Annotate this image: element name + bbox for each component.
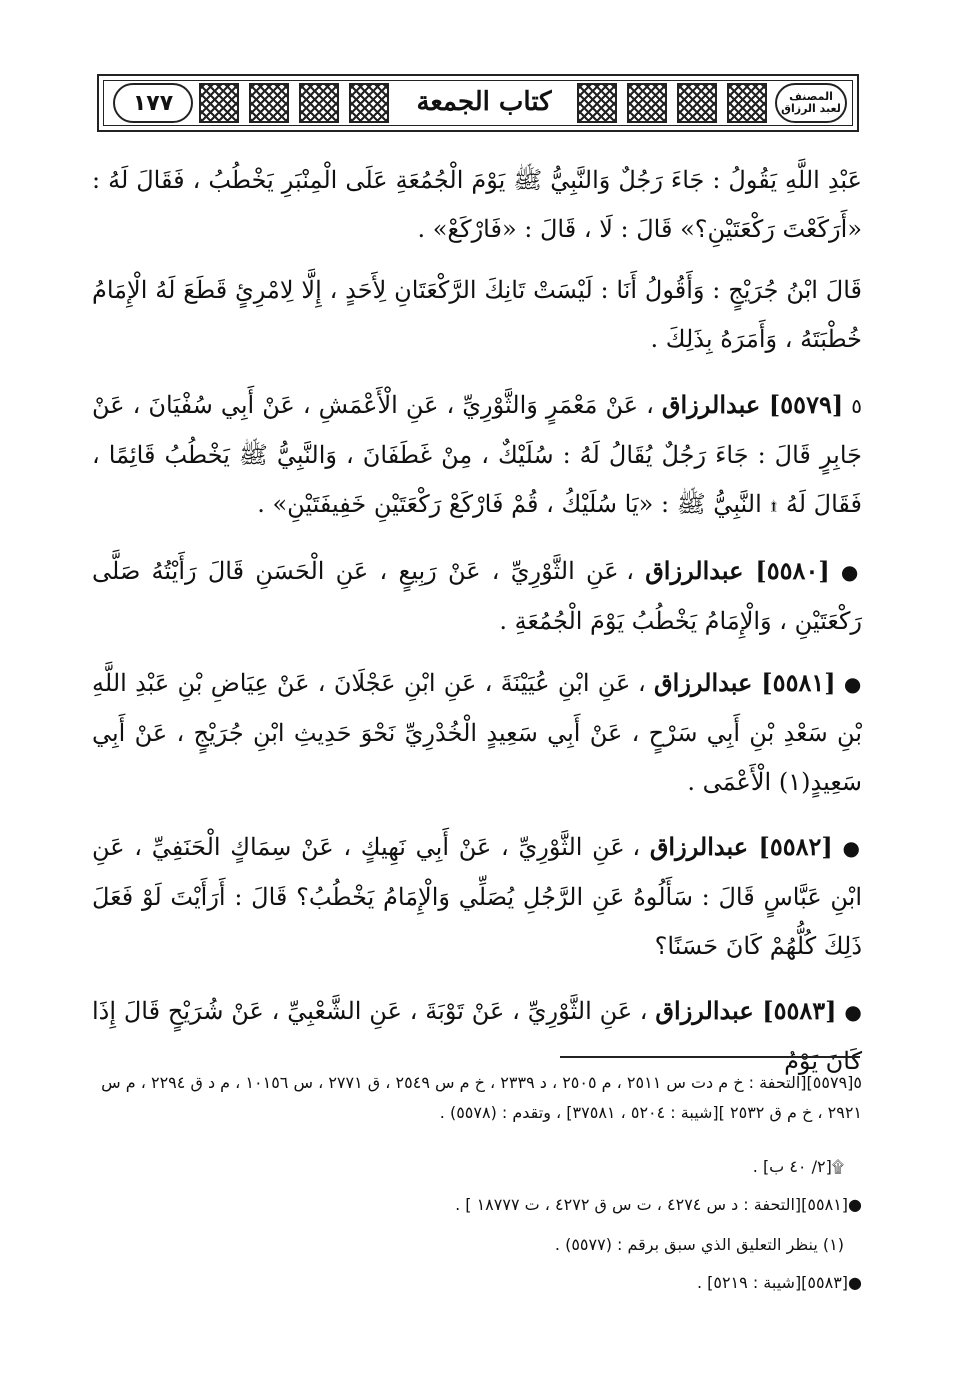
ornament-icon bbox=[199, 83, 239, 123]
ornament-icon bbox=[727, 83, 767, 123]
ornament-icon bbox=[577, 83, 617, 123]
ornament-icon bbox=[249, 83, 289, 123]
hadith-reference: [٥٥٨٣] عبدالرزاق bbox=[655, 996, 837, 1025]
entry-marker: ● bbox=[843, 672, 862, 696]
hadith-reference: [٥٥٨٢] عبدالرزاق bbox=[649, 832, 833, 861]
hadith-text: ، عَنِ الثَّوْرِيِّ ، عَنْ أَبِي نَهِيكٍ ، عَنْ سِمَاكٍ الْحَنَفِيِّ ، عَنِ ابْنِ عَبَّاسٍ قَالَ : سَأَلُوهُ عَنِ الرَّجُلِ يُصَلِّي وَالْإِمَامُ يَخْطُبُ؟ قَالَ : أَرَأَيْتَ لَوْ فَعَلَ ذَلِكَ كُلُّهُمْ كَانَ حَسَنًا؟ bbox=[92, 833, 862, 960]
ornament-icon bbox=[677, 83, 717, 123]
paragraph-text: قَالَ ابْنُ جُرَيْجٍ : وَأَقُولُ أَنَا : لَيْسَتْ تَانِكَ الرَّكْعَتَانِ لِأَحَدٍ ، إِلَّا لِامْرِئٍ قَطَعَ لَهُ الْإِمَامُ خُطْبَتَهُ ، وَأَمَرَهُ بِذَلِكَ . bbox=[92, 276, 862, 353]
text-paragraph bbox=[92, 156, 862, 254]
hadith-text: ، عَنِ الثَّوْرِيِّ ، عَنْ رَبِيعٍ ، عَنِ الْحَسَنِ قَالَ رَأَيْتُهُ صَلَّى رَكْعَتَيْنِ ، وَالْإِمَامُ يَخْطُبُ يَوْمَ الْجُمُعَةِ . bbox=[92, 557, 862, 635]
ornament-icon bbox=[349, 83, 389, 123]
footnote: ٥[٥٥٧٩][التحفة : خ م دت س ٢٥١١ ، م ٢٥٠٥ ، د ٢٣٣٩ ، خ م س ٢٥٤٩ ، ق ٢٧٧١ ، س ١٠١٥٦ ، م د ق ٢٢٩٤ ، م س ٢٩٢١ ، خ م ق ٢٥٣٢ ][شيبة : ٥٢٠٤ ، ٣٧٥٨١] ، وتقدم : (٥٥٧٨) . bbox=[101, 1073, 862, 1122]
hadith-entry bbox=[92, 822, 862, 971]
book-title: كتاب الجمعة bbox=[416, 87, 552, 117]
hadith-reference: [٥٥٧٩] عبدالرزاق bbox=[661, 390, 844, 419]
hadith-text: ، عَنِ ابْنِ عُيَيْنَةَ ، عَنِ ابْنِ عَجْلَانَ ، عَنْ عِيَاضِ بْنِ عَبْدِ اللَّهِ بْنِ سَعْدِ بْنِ أَبِي سَرْحٍ ، عَنْ أَبِي سَعِيدٍ الْخُدْرِيِّ نَحْوَ حَدِيثِ ابْنِ جُرَيْجٍ ، عَنْ أَبِي سَعِيدٍ(١) الْأَعْمَى . bbox=[92, 669, 862, 796]
page-header bbox=[97, 74, 859, 132]
footnote: ●[٥٥٨١][التحفة : د س ٤٢٧٤ ، ت س ق ٤٢٧٢ ، ت ١٨٧٧٧ ] . bbox=[455, 1195, 862, 1214]
ornament-icon bbox=[627, 83, 667, 123]
hadith-reference: [٥٥٨١] عبدالرزاق bbox=[654, 668, 836, 697]
page-number: ١٧٧ bbox=[132, 90, 174, 116]
entry-marker: ● bbox=[842, 836, 863, 860]
paragraph-text: عَبْدِ اللَّهِ يَقُولُ : جَاءَ رَجُلٌ وَالنَّبِيُّ ﷺ يَوْمَ الْجُمُعَةِ عَلَى الْمِنْبَرِ يَخْطُبُ ، فَقَالَ لَهُ : «أَرَكَعْتَ رَكْعَتَيْنِ؟» قَالَ : لَا ، قَالَ : «فَارْكَعْ» . bbox=[92, 166, 862, 243]
footnote: ●[٥٥٨٣][شيبة : ٥٢١٩] . bbox=[696, 1273, 862, 1292]
page-number-cartouche bbox=[113, 83, 193, 123]
entry-marker: ● bbox=[844, 1000, 863, 1024]
ornament-icon bbox=[299, 83, 339, 123]
logo-cartouche bbox=[775, 83, 847, 123]
entry-marker: ● bbox=[840, 560, 862, 584]
entry-marker: ٥ bbox=[851, 394, 862, 418]
hadith-text: ، عَنِ الثَّوْرِيِّ ، عَنْ تَوْبَةَ ، عَنِ الشَّعْبِيِّ ، عَنْ شُرَيْحٍ قَالَ إِذَا كَانَ يَوْمُ bbox=[92, 997, 862, 1075]
hadith-reference: [٥٥٨٠] عبدالرزاق bbox=[645, 556, 830, 585]
hadith-entry bbox=[92, 546, 862, 646]
footnote: (١) ينظر التعليق الذي سبق برقم : (٥٥٧٧) . bbox=[554, 1235, 844, 1254]
book-logo: المصنف لعبد الرزاق bbox=[781, 90, 841, 115]
footnote: ۩[٢/ ٤٠ ب] . bbox=[752, 1157, 844, 1176]
text-paragraph bbox=[92, 266, 862, 364]
hadith-text: ، عَنْ مَعْمَرٍ وَالثَّوْرِيِّ ، عَنِ الْأَعْمَشِ ، عَنْ أَبِي سُفْيَانَ ، عَنْ جَابِرٍ قَالَ : جَاءَ رَجُلٌ يُقَالُ لَهُ : سُلَيْكٌ ، مِنْ غَطَفَانَ ، وَالنَّبِيُّ ﷺ يَخْطُبُ قَائِمًا ، فَقَالَ لَهُ ۩ النَّبِيُّ ﷺ : «يَا سُلَيْكُ ، قُمْ فَارْكَعْ رَكْعَتَيْنِ خَفِيفَتَيْنِ» . bbox=[92, 391, 862, 518]
footnote-separator bbox=[560, 1056, 860, 1058]
hadith-entry bbox=[92, 658, 862, 807]
hadith-entry bbox=[92, 380, 862, 529]
